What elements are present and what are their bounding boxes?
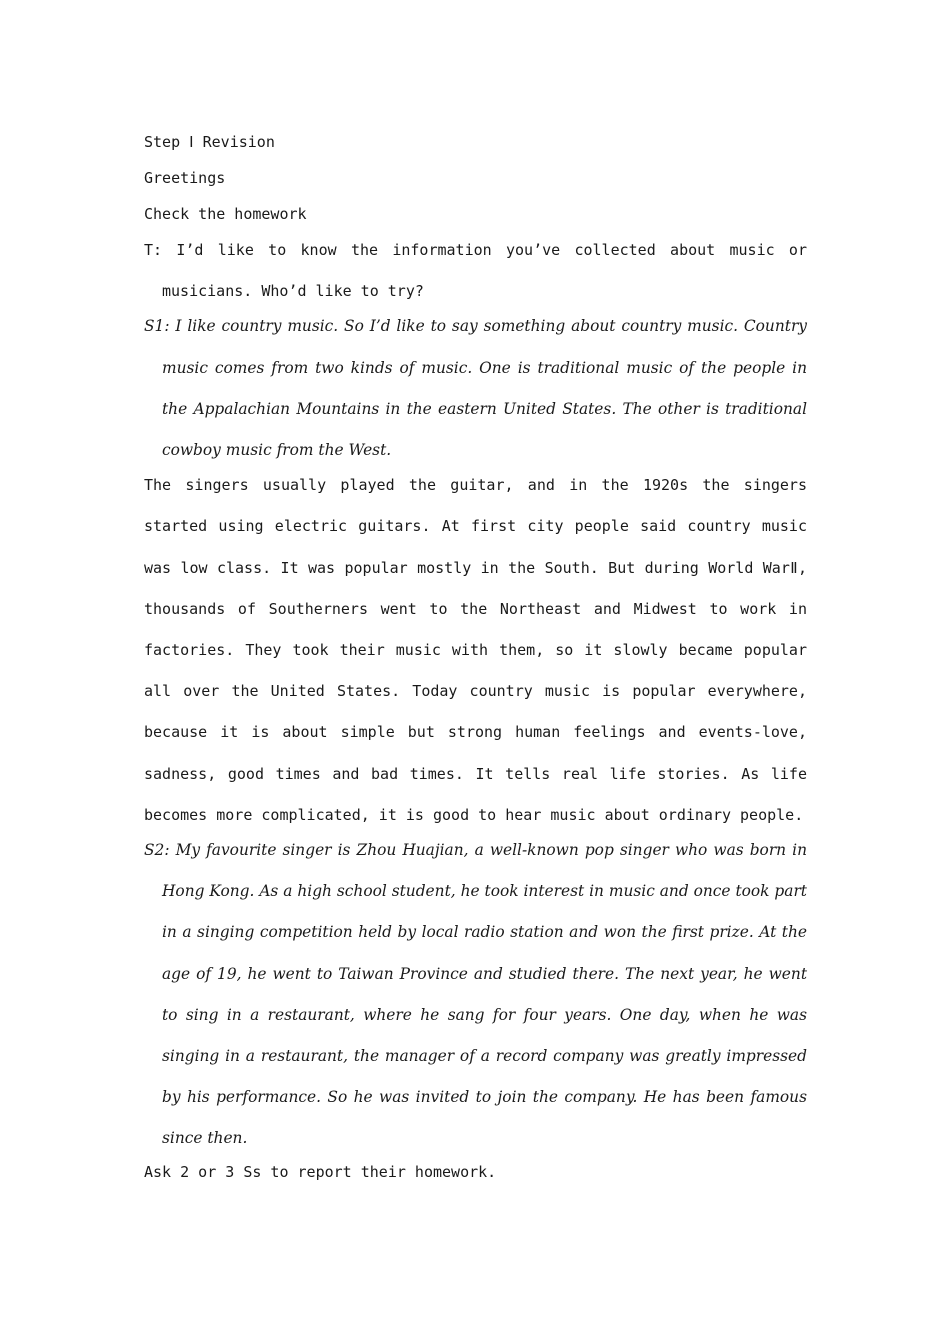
check-homework-line: Check the homework (144, 205, 307, 223)
closing-instruction: Ask 2 or 3 Ss to report their homework. (144, 1162, 497, 1181)
student1-continued: The singers usually played the guitar, and in the 1920s the singers started using electric guitars. At first city people said country music was low class. It was popular mostly in the South. But during World WarⅡ, thousands of Southerners went to the Northeast and Midwest to work in factories. They took their music with them, so it slowly became popular all over the United States. Today country music is popular everywhere, because it is about simple but strong human feelings and events-love, sadness, good times and bad times. It tells real life stories. As life becomes more complicated, it is good to hear music about ordinary people. (144, 476, 807, 824)
student1-intro: S1: I like country music. So I’d like to say something about country music. Country music comes from two kinds of music. One is traditional music of the people in the Appalachian Mountains in the eastern United States. The other is traditional cowboy music from the West. (144, 317, 807, 460)
document-page (144, 124, 807, 1190)
teacher-prompt: T: I’d like to know the information you’ve collected about music or musicians. Who’d like to try? (144, 241, 807, 301)
greetings-line: Greetings (144, 169, 226, 187)
student2-answer: S2: My favourite singer is Zhou Huajian, a well-known pop singer who was born in Hong Kong. As a high school student, he took interest in music and once took part in a singing competition held by local radio station and won the first prize. At the age of 19, he went to Taiwan Province and studied there. The next year, he went to sing in a restaurant, where he sang for four years. One day, when he was singing in a restaurant, the manager of a record company was greatly impressed by his performance. So he was invited to join the company. He has been famous since then. (144, 841, 807, 1148)
step-heading: Step Ⅰ Revision (144, 133, 275, 151)
